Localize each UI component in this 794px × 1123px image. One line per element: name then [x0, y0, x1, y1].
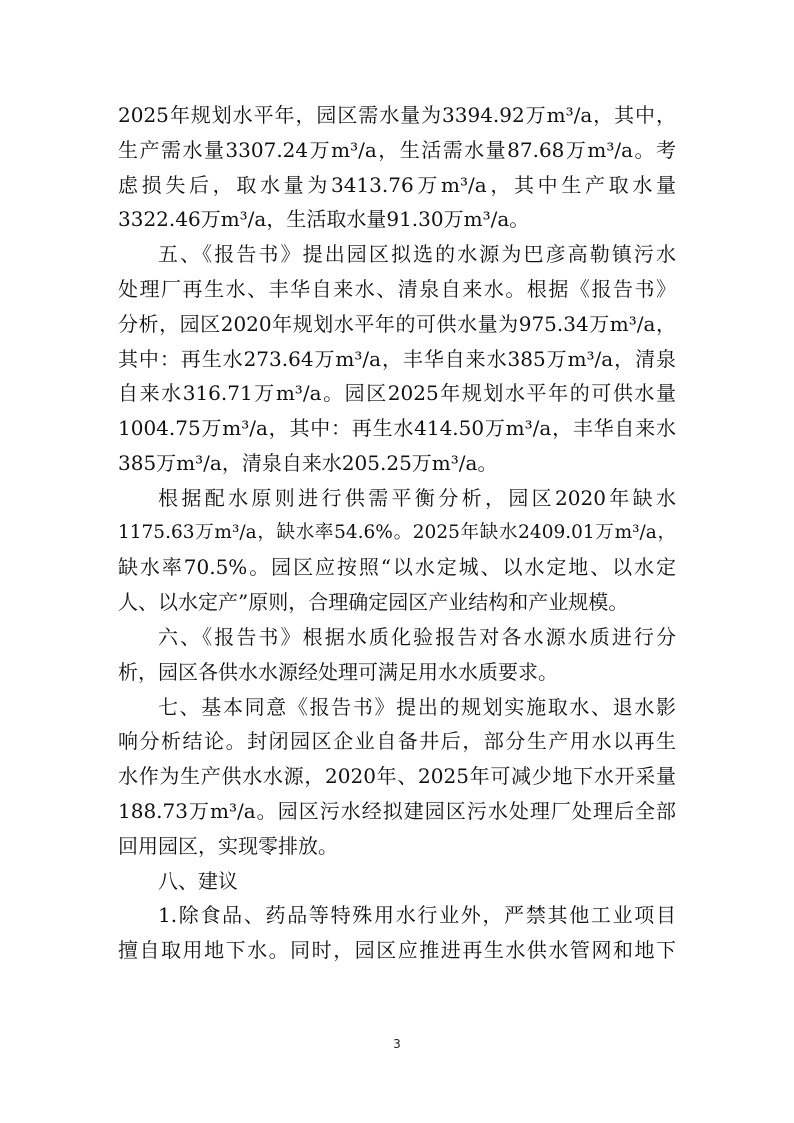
page-number: 3: [393, 1037, 401, 1051]
document-body: [118, 98, 676, 968]
text-line: 2025年规划水平年，园区需水量为3394.92万m³/a，其中，: [118, 103, 676, 127]
text-line: 1.除食品、药品等特殊用水行业外，严禁其他工业项目: [158, 903, 676, 928]
text-line: 水作为生产供水水源，2020年、2025年可减少地下水开采量: [118, 764, 676, 789]
text-line: 六、《报告书》根据水质化验报告对各水源水质进行分: [158, 624, 676, 649]
text-line: 处理厂再生水、丰华自来水、清泉自来水。根据《报告书》: [118, 276, 676, 301]
text-line: 七、基本同意《报告书》提出的规划实施取水、退水影: [158, 694, 676, 719]
text-line: 385万m³/a，清泉自来水205.25万m³/a。: [118, 450, 498, 475]
text-line: 回用园区，实现零排放。: [118, 833, 338, 858]
text-line: 缺水率70.5%。园区应按照“以水定城、以水定地、以水定: [118, 555, 676, 580]
paragraph-water-demand: [118, 98, 676, 237]
paragraph-five-water-sources: [118, 237, 676, 481]
text-line: 自来水316.71万m³/a。园区2025年规划水平年的可供水量: [118, 381, 676, 406]
text-line: 根据配水原则进行供需平衡分析，园区2020年缺水: [158, 485, 676, 510]
paragraph-six-water-quality: [118, 620, 676, 690]
text-line: 擅自取用地下水。同时，园区应推进再生水供水管网和地下: [118, 938, 676, 963]
text-line: 五、《报告书》提出园区拟选的水源为巴彦高勒镇污水: [158, 242, 676, 267]
section-heading-eight-suggestions: [118, 864, 676, 899]
text-line: 188.73万m³/a。园区污水经拟建园区污水处理厂处理后全部: [118, 798, 676, 823]
text-line: 人、以水定产”原则，合理确定园区产业结构和产业规模。: [118, 590, 629, 615]
text-line: 分析，园区2020年规划水平年的可供水量为975.34万m³/a，: [118, 311, 676, 336]
text-line: 1175.63万m³/a，缺水率54.6%。2025年缺水2409.01万m³/a，: [118, 521, 676, 543]
text-line: 响分析结论。封闭园区企业自备井后，部分生产用水以再生: [118, 729, 676, 754]
paragraph-suggestion-1: [118, 898, 676, 968]
paragraph-supply-demand-balance: [118, 481, 676, 620]
text-line: 其中：再生水273.64万m³/a，丰华自来水385万m³/a，清泉: [118, 346, 676, 371]
text-line: 析，园区各供水水源经处理可满足用水水质要求。: [118, 659, 558, 684]
text-line: 1004.75万m³/a，其中：再生水414.50万m³/a，丰华自来水: [118, 416, 676, 441]
text-line: 生产需水量3307.24万m³/a，生活需水量87.68万m³/a。考: [118, 137, 676, 162]
text-line: 八、建议: [158, 868, 238, 893]
text-line: 3322.46万m³/a，生活取水量91.30万m³/a。: [118, 207, 530, 232]
paragraph-seven-intake-drainage: [118, 690, 676, 864]
text-line: 虑损失后，取水量为3413.76万m³/a，其中生产取水量: [118, 172, 676, 197]
